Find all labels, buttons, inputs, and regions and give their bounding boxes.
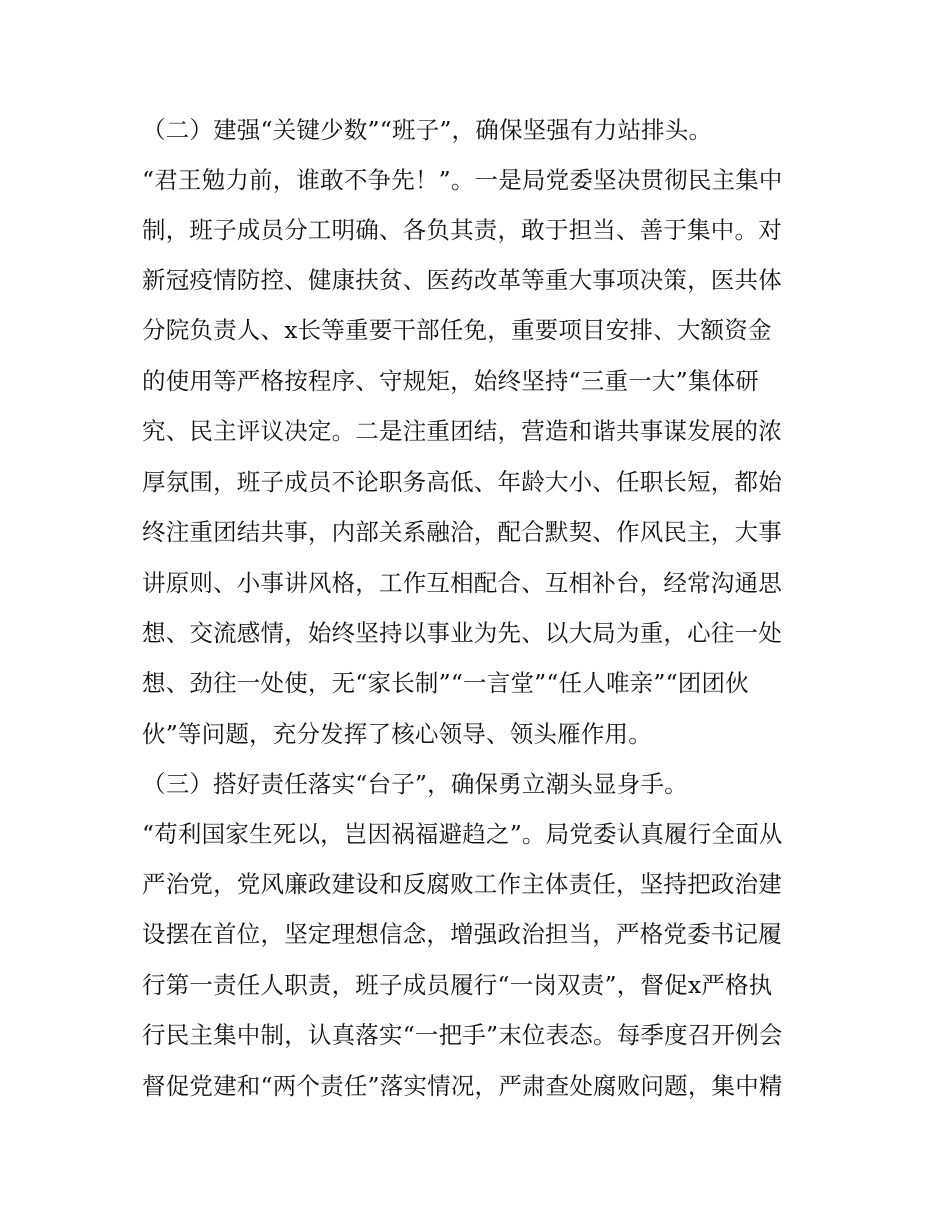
paragraph-line: 厚氛围，班子成员不论职务高低、年龄大小、任职长短，都始 bbox=[142, 468, 782, 496]
paragraph-line: 想、交流感情，始终坚持以事业为先、以大局为重，心往一处 bbox=[142, 619, 782, 647]
paragraph-line: 分院负责人、x长等重要干部任免，重要项目安排、大额资金 bbox=[142, 316, 772, 344]
paragraph-line: 究、民主评议决定。二是注重团结，营造和谐共事谋发展的浓 bbox=[142, 417, 782, 445]
paragraph-line: 设摆在首位，坚定理想信念，增强政治担当，严格党委书记履 bbox=[142, 920, 782, 948]
paragraph-line: “君王勉力前，谁敢不争先！”。一是局党委坚决贯彻民主集中 bbox=[142, 166, 783, 194]
paragraph-line: 的使用等严格按程序、守规矩，始终坚持“三重一大”集体研 bbox=[142, 367, 759, 395]
paragraph-line: 严治党，党风廉政建设和反腐败工作主体责任，坚持把政治建 bbox=[142, 870, 782, 898]
paragraph-line: 督促党建和“两个责任”落实情况，严肃查处腐败问题，集中精 bbox=[142, 1072, 783, 1100]
paragraph-line: 伙”等问题，充分发挥了核心领导、领头雁作用。 bbox=[142, 720, 652, 748]
paragraph-line: 终注重团结共事，内部关系融洽，配合默契、作风民主，大事 bbox=[142, 518, 782, 546]
paragraph-line: 行第一责任人职责，班子成员履行“一岗双责”，督促x严格执 bbox=[142, 971, 773, 999]
paragraph-line: 行民主集中制，认真落实“一把手”末位表态。每季度召开例会 bbox=[142, 1021, 783, 1049]
paragraph-line: 新冠疫情防控、健康扶贫、医药改革等重大事项决策，医共体 bbox=[142, 266, 782, 294]
paragraph-line: 讲原则、小事讲风格，工作互相配合、互相补台，经常沟通思 bbox=[142, 569, 782, 597]
paragraph-line: 想、劲往一处使，无“家长制”“一言堂”“任人唯亲”“团团伙 bbox=[142, 669, 749, 697]
paragraph-line: “苟利国家生死以，岂因祸福避趋之”。局党委认真履行全面从 bbox=[142, 820, 783, 848]
section-heading-3: （三）搭好责任落实“台子”，确保勇立潮头显身手。 bbox=[142, 770, 688, 798]
paragraph-line: 制，班子成员分工明确、各负其责，敢于担当、善于集中。对 bbox=[142, 216, 782, 244]
section-heading-2: （二）建强“关键少数”“班子”，确保坚强有力站排头。 bbox=[142, 116, 713, 144]
